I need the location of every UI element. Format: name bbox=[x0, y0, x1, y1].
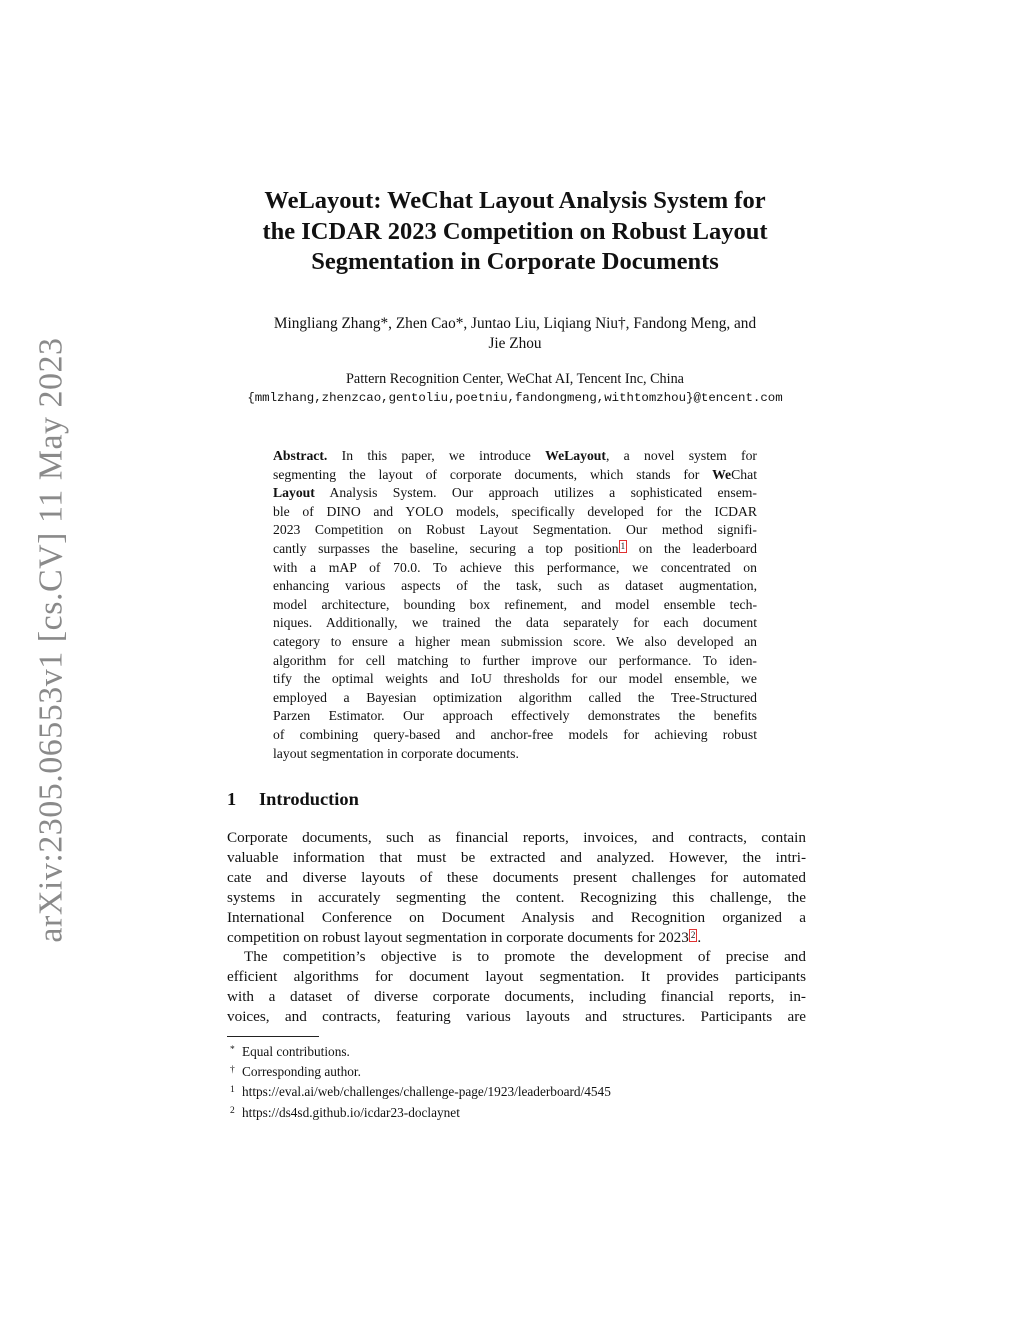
footnote-mark: † bbox=[230, 1065, 235, 1076]
system-name: WeLayout bbox=[545, 448, 606, 463]
author-emails: {mmlzhang,zhenzcao,gentoliu,poetniu,fandongmeng,withtomzhou}@tencent.com bbox=[247, 391, 783, 405]
body-line: cate and diverse layouts of these documents present challenges for automated bbox=[227, 868, 806, 886]
abstract-line: layout segmentation in corporate documents. bbox=[273, 745, 519, 761]
footnote-mark: 2 bbox=[230, 1105, 235, 1116]
title-line: WeLayout: WeChat Layout Analysis System for bbox=[264, 187, 766, 214]
abstract-line: with a mAP of 70.0. To achieve this performance, we concentrated on bbox=[273, 559, 757, 575]
footnote-url[interactable]: https://ds4sd.github.io/icdar23-doclaynet bbox=[242, 1104, 460, 1120]
abstract-line bbox=[273, 466, 757, 485]
body-text: competition on robust layout segmentation in corporate documents for 2023 bbox=[227, 928, 689, 946]
abstract-text: on the leaderboard bbox=[627, 540, 757, 556]
arxiv-identifier-text: arXiv:2305.06553v1 [cs.CV] 11 May 2023 bbox=[33, 337, 70, 943]
body-line: systems in accurately segmenting the content. Recognizing this challenge, the bbox=[227, 888, 806, 906]
author-list bbox=[200, 314, 830, 354]
abstract-line: Parzen Estimator. Our approach effectively demonstrates the benefits bbox=[273, 708, 757, 724]
affiliation-block bbox=[200, 370, 830, 408]
arxiv-identifier-stamp bbox=[30, 337, 74, 943]
footnote-text: Corresponding author. bbox=[242, 1064, 361, 1080]
authors-line: Mingliang Zhang*, Zhen Cao*, Juntao Liu, Liqiang Niu†, Fandong Meng, and bbox=[273, 315, 757, 332]
abstract-text: segmenting the layout of corporate documents, which stands for bbox=[273, 466, 713, 482]
body-line bbox=[227, 928, 806, 948]
footnote bbox=[230, 1081, 611, 1101]
body-line: voices, and contracts, featuring various layouts and structures. Participants are bbox=[227, 1008, 806, 1026]
footnote-divider bbox=[227, 1036, 319, 1037]
footnotes bbox=[230, 1041, 611, 1122]
footnote-link-1[interactable]: 1 bbox=[620, 540, 626, 551]
body-text: . bbox=[697, 928, 702, 946]
footnote bbox=[230, 1061, 611, 1081]
title-line: the ICDAR 2023 Competition on Robust Layout bbox=[262, 217, 768, 245]
footnote-link-2[interactable]: 2 bbox=[690, 929, 696, 940]
body-line: International Conference on Document Analysis and Recognition organized a bbox=[227, 908, 806, 926]
body-line: efficient algorithms for document layout segmentation. It provides participants bbox=[227, 968, 806, 986]
section-title: Introduction bbox=[259, 789, 359, 809]
footnote-mark: * bbox=[230, 1045, 235, 1055]
abstract-text: cantly surpasses the baseline, securing a top position bbox=[273, 540, 619, 556]
abstract-line: ble of DINO and YOLO models, specifically developed for the ICDAR bbox=[273, 503, 757, 519]
abstract-line: tify the optimal weights and IoU thresholds for our model ensemble, we bbox=[273, 671, 757, 687]
body-line: Corporate documents, such as financial reports, invoices, and contracts, contain bbox=[227, 829, 806, 846]
abstract-text: Chat bbox=[731, 466, 757, 482]
abstract-line: enhancing various aspects of the task, such as dataset augmentation, bbox=[273, 578, 757, 594]
footnote bbox=[230, 1041, 611, 1061]
footnote-mark: 1 bbox=[230, 1085, 235, 1096]
abstract-line: employed a Bayesian optimization algorithm called the Tree-Structured bbox=[273, 689, 757, 705]
affiliation: Pattern Recognition Center, WeChat AI, Tencent Inc, China bbox=[346, 371, 684, 387]
abstract-text: , a novel system for bbox=[605, 448, 757, 463]
abstract-line bbox=[273, 447, 757, 466]
authors-line: Jie Zhou bbox=[488, 335, 542, 352]
paper-title bbox=[200, 186, 830, 278]
abstract-line bbox=[273, 484, 757, 503]
abstract bbox=[273, 447, 757, 763]
footnote bbox=[230, 1102, 611, 1122]
abstract-line: model architecture, bounding box refinement, and model ensemble tech- bbox=[273, 596, 757, 612]
abstract-line: 2023 Competition on Robust Layout Segmentation. Our method signifi- bbox=[273, 522, 757, 538]
abstract-label: Abstract. bbox=[273, 448, 328, 463]
section-number: 1 bbox=[227, 789, 237, 809]
acronym-layout: Layout bbox=[273, 485, 315, 501]
title-line: Segmentation in Corporate Documents bbox=[311, 248, 719, 275]
body-line: The competition’s objective is to promote the development of precise and bbox=[244, 948, 806, 966]
acronym-we: We bbox=[712, 466, 732, 482]
footnote-text: Equal contributions. bbox=[242, 1044, 350, 1059]
body-line: with a dataset of diverse corporate documents, including financial reports, in- bbox=[227, 988, 806, 1006]
abstract-text: In this paper, we introduce bbox=[341, 448, 546, 463]
abstract-line: category to ensure a higher mean submission score. We also developed an bbox=[273, 633, 757, 649]
introduction-body bbox=[227, 828, 806, 1027]
footnote-url[interactable]: https://eval.ai/web/challenges/challenge-page/1923/leaderboard/4545 bbox=[242, 1084, 611, 1100]
abstract-line bbox=[273, 540, 757, 559]
abstract-line: niques. Additionally, we trained the data separately for each document bbox=[273, 615, 757, 631]
abstract-text: Analysis System. Our approach utilizes a sophisticated ensem- bbox=[314, 485, 757, 501]
abstract-line: of combining query-based and anchor-free models for achieving robust bbox=[273, 726, 757, 742]
body-line: valuable information that must be extracted and analyzed. However, the intri- bbox=[227, 848, 806, 866]
abstract-line: algorithm for cell matching to further improve our performance. To iden- bbox=[273, 652, 757, 668]
section-heading-introduction bbox=[227, 789, 359, 810]
